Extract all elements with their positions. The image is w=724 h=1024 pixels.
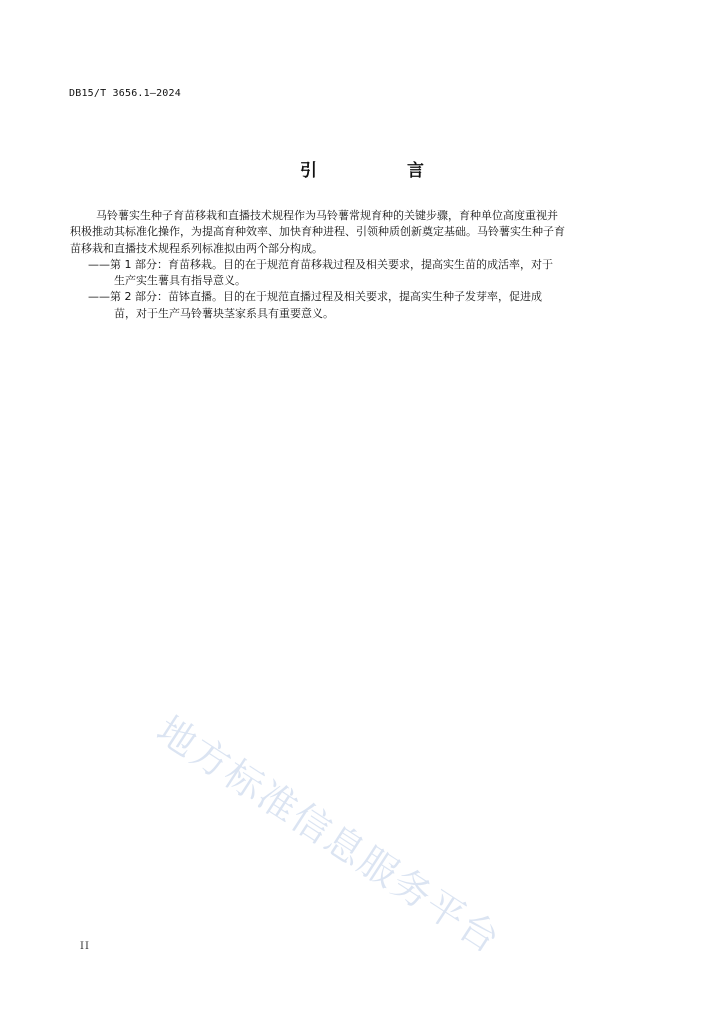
body-text [70,208,648,322]
section-title: 引 言 [300,161,466,181]
watermark: 地方标准信息服务平台 [149,707,509,963]
part-1-line-2: 生产实生薯具有指导意义。 [114,274,246,288]
document-code: DB15/T 3656.1—2024 [69,88,181,99]
part-1-line-1: ——第 1 部分：育苗移栽。目的在于规范育苗移栽过程及相关要求，提高实生苗的成活率，对于 [88,257,553,271]
parts-list [88,257,648,322]
intro-line-1: 马铃薯实生种子育苗移栽和直播技术规程作为马铃薯常规育种的关键步骤，育种单位高度重视并 [96,209,558,222]
intro-line-3: 苗移栽和直播技术规程系列标准拟由两个部分构成。 [70,241,323,255]
list-item [88,257,648,290]
part-2-line-2: 苗，对于生产马铃薯块茎家系具有重要意义。 [114,306,334,320]
list-item [88,289,648,322]
part-2-line-1: ——第 2 部分：苗钵直播。目的在于规范直播过程及相关要求，提高实生种子发芽率，促进成 [88,290,542,304]
page-number: II [80,941,90,952]
intro-line-2: 积极推动其标准化操作，为提高育种效率、加快育种进程、引领种质创新奠定基础。马铃薯实生种子育 [70,225,565,239]
intro-paragraph [70,208,648,257]
